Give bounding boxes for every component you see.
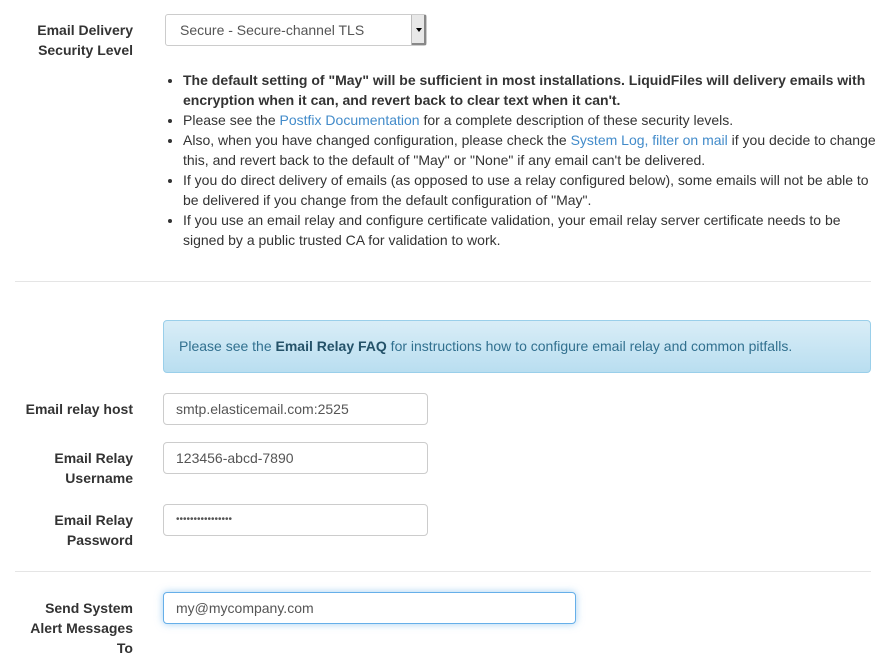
note-text: If you use an email relay and configure certificate validation, your email relay server certificate needs to be signed by a public trusted CA for validation to work. [183,212,841,248]
relay-password-input[interactable]: •••••••••••••••• [163,504,428,536]
relay-password-label [3,510,133,550]
divider [15,281,871,282]
note-text: Please see the [183,112,280,128]
label-line: Alert Messages [30,620,133,636]
label-line: Password [66,532,133,548]
note [183,70,883,110]
note-text: if you decide to change this, and revert back to the default of "May" or "None" if any email can't be delivered. [183,132,876,168]
label-line: Email Delivery [37,22,133,38]
alert-text: Please see the [179,338,276,354]
alert-recipient-input[interactable]: my@mycompany.com [163,592,576,624]
note [183,130,883,170]
note [183,110,883,130]
alert-recipient-label [3,598,133,658]
security-level-label [3,20,133,60]
relay-username-input[interactable]: 123456-abcd-7890 [163,442,428,474]
alert-text: for instructions how to configure email relay and common pitfalls. [386,338,793,354]
divider [15,571,871,572]
security-notes [165,70,883,250]
relay-username-label [3,448,133,488]
relay-host-label: Email relay host [25,401,133,417]
chevron-down-icon [411,15,426,45]
note [183,170,883,210]
label-line: Email Relay [54,512,133,528]
label-line: To [116,640,133,656]
note-text: Also, when you have changed configuration, please check the [183,132,571,148]
postfix-docs-link[interactable]: Postfix Documentation [279,112,420,128]
relay-host-input[interactable]: smtp.elasticemail.com:2525 [163,393,428,425]
label-line: Security Level [38,42,133,58]
note-text: If you do direct delivery of emails (as opposed to use a relay configured below), some emails will not be able to be delivered if you change from the default configuration of "May". [183,172,869,208]
relay-faq-alert [163,320,871,373]
relay-faq-link[interactable]: Email Relay FAQ [275,338,387,354]
label-line: Email Relay [54,450,133,466]
note-text: The default setting of "May" will be sufficient in most installations. LiquidFiles will delivery emails with encryption when it can, and revert back to clear text when it can't. [183,72,866,108]
system-log-link[interactable]: System Log, filter on mail [570,132,728,148]
selected-value: Secure - Secure-channel TLS [180,22,365,38]
security-level-select[interactable] [165,14,427,46]
label-line: Send System [45,600,133,616]
note-text: for a complete description of these security levels. [419,112,734,128]
note [183,210,883,250]
label-line: Username [65,470,133,486]
